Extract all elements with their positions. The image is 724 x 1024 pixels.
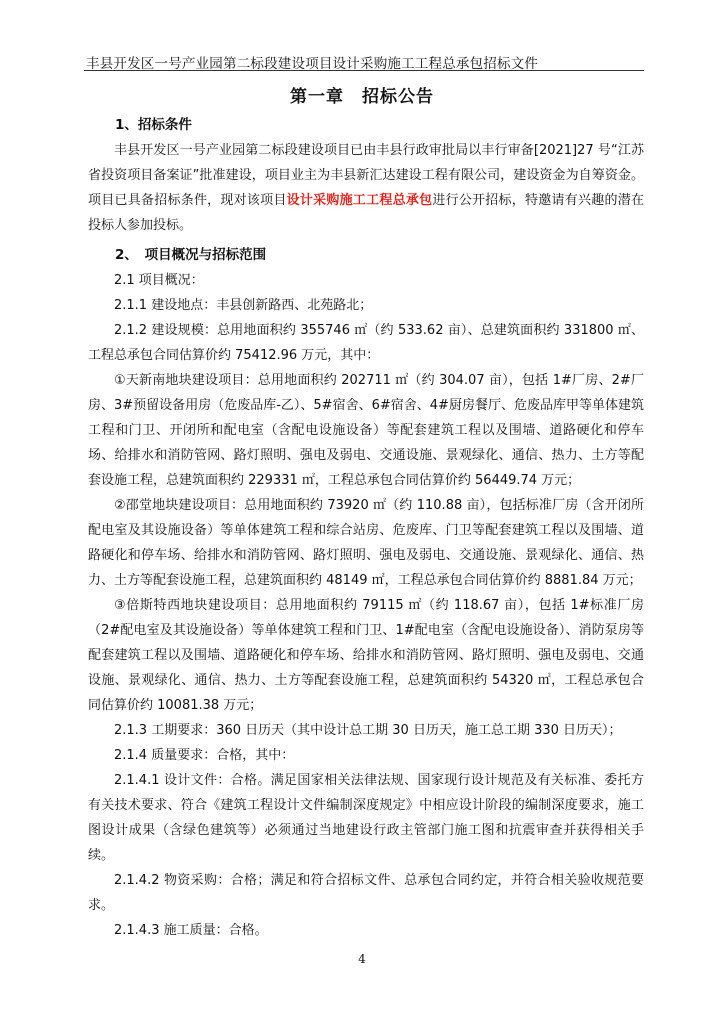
paragraph-2-1-4-1: 2.1.4.1 设计文件：合格。满足国家相关法律法规、国家现行设计规范及有关标准、委托方有关技术要求、符合《建筑工程设计文件编制深度规定》中相应设计阶段的编制深度要求，施工图设计成果（含绿色建筑等）必须通过当地建设行政主管部门施工图和抗震审查并获得相关手续。 — [88, 773, 644, 863]
paragraph-text: 丰县开发区一号产业园第二标段建设项目已由丰县行政审批局以丰行审备[2021]27 号“江苏省投资项目备案证”批准建设，项目业主为丰县新汇达建设工程有限公司，建设资金为自筹资金。项目已具备招标条件，现对该项目 — [88, 143, 644, 208]
chapter-title: 第一章 招标公告 — [290, 87, 434, 107]
paragraph-2-1-4-3: 2.1.4.3 施工质量：合格。 — [114, 923, 268, 938]
paragraph-2-1-4-2: 2.1.4.2 物资采购：合格；满足和符合招标文件、总承包合同约定，并符合相关验收规范要求。 — [88, 873, 644, 913]
paragraph-text: 进行公开招标，特邀请有兴趣的潜在投标人参加投标。 — [88, 193, 644, 233]
section-heading-project-overview: 2、 项目概况与招标范围 — [115, 247, 267, 263]
paragraph-2-1-2: 2.1.2 建设规模：总用地面积约 355746 ㎡（约 533.62 亩）、总建筑面积约 331800 ㎡、工程总承包合同估算价约 75412.96 万元，其中： — [88, 323, 644, 363]
document-body — [88, 112, 644, 943]
header-divider — [84, 70, 644, 71]
document-header: 丰县开发区一号产业园第二标段建设项目设计采购施工工程总承包招标文件 — [86, 56, 539, 72]
paragraph-2-1-3: 2.1.3 工期要求：360 日历天（其中设计总工期 30 日历天，施工总工期 330 日历天）； — [114, 723, 622, 738]
paragraph-item-1: ①天新南地块建设项目：总用地面积约 202711 ㎡（约 304.07 亩），包括 1#厂房、2#厂房、3#预留设备用房（危废品库-乙）、5#宿舍、6#宿舍、4#厨房餐厅、危废品库甲等单体建筑工程和门卫、开闭所和配电室（含配电设施设备）等配套建筑工程以及围墙、道路硬化和停车场、给排水和消防管网、路灯照明、强电及弱电、交通设施、景观绿化、通信、热力、土方等配套设施工程，总建筑面积约 229331 ㎡，工程总承包合同估算价约 56449.74 万元； — [88, 373, 644, 488]
paragraph-item-2: ②邵堂地块建设项目：总用地面积约 73920 ㎡（约 110.88 亩），包括标准厂房（含开闭所配电室及其设施设备）等单体建筑工程和综合站房、危废库、门卫等配套建筑工程以及围墙、道路硬化和停车场、给排水和消防管网、路灯照明、强电及弱电、交通设施、景观绿化、通信、热力、土方等配套设施工程，总建筑面积约 48149 ㎡，工程总承包合同估算价约 8881.84 万元； — [88, 498, 644, 588]
page-number: 4 — [358, 952, 366, 966]
paragraph-item-3: ③倍斯特西地块建设项目：总用地面积约 79115 ㎡（约 118.67 亩），包括 1#标准厂房（2#配电室及其设施设备）等单体建筑工程和门卫、1#配电室（含配电设施设备）、消防泵房等配套建筑工程以及围墙、道路硬化和停车场、给排水和消防管网、路灯照明、强电及弱电、交通设施、景观绿化、通信、热力、土方等配套设施工程，总建筑面积约 54320 ㎡，工程总承包合同估算价约 10081.38 万元； — [88, 598, 644, 713]
section-heading-bid-conditions: 1、招标条件 — [115, 117, 192, 133]
paragraph-2-1-1: 2.1.1 建设地点：丰县创新路西、北苑路北； — [114, 298, 373, 313]
paragraph-bid-conditions — [88, 138, 644, 238]
paragraph-2-1-4: 2.1.4 质量要求：合格，其中： — [114, 748, 295, 763]
paragraph-2-1: 2.1 项目概况： — [114, 273, 204, 288]
highlight-text: 设计采购施工工程总承包 — [286, 193, 433, 208]
